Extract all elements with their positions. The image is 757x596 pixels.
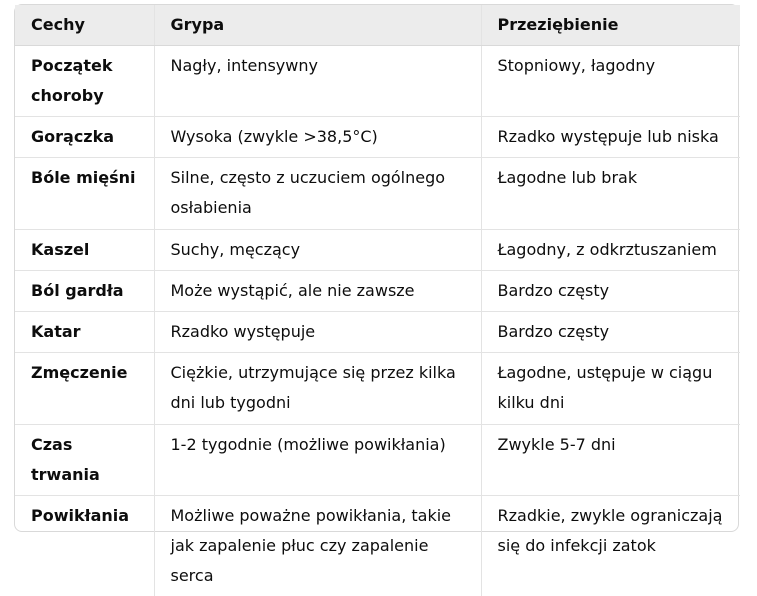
flu-cell: Możliwe poważne powikłania, takie jak zapalenie płuc czy zapalenie serca [154, 495, 481, 596]
feature-cell: Gorączka [15, 116, 154, 157]
table-row [15, 116, 740, 157]
feature-cell: Zmęczenie [15, 352, 154, 424]
table-row [15, 45, 740, 116]
cold-cell: Łagodne lub brak [481, 157, 740, 229]
flu-cell: Suchy, męczący [154, 229, 481, 270]
flu-cell: Wysoka (zwykle >38,5°C) [154, 116, 481, 157]
cold-cell: Łagodne, ustępuje w ciągu kilku dni [481, 352, 740, 424]
flu-cell: Ciężkie, utrzymujące się przez kilka dni lub tygodni [154, 352, 481, 424]
cold-cell: Stopniowy, łagodny [481, 45, 740, 116]
cold-cell: Rzadkie, zwykle ograniczają się do infekcji zatok [497, 505, 723, 555]
feature-cell: Katar [15, 311, 154, 352]
feature-cell: Powikłania [15, 495, 154, 596]
table-row [15, 352, 740, 424]
header-flu: Grypa [154, 5, 481, 45]
feature-cell: Bóle mięśni [15, 157, 154, 229]
feature-cell: Czas trwania [15, 424, 154, 495]
feature-cell: Kaszel [15, 229, 154, 270]
flu-cell: Silne, często z uczuciem ogólnego osłabienia [154, 157, 481, 229]
table-row [15, 311, 740, 352]
cold-cell: Bardzo częsty [481, 311, 740, 352]
flu-cell: Nagły, intensywny [154, 45, 481, 116]
flu-cell: Może wystąpić, ale nie zawsze [154, 270, 481, 311]
cold-cell: Bardzo częsty [481, 270, 740, 311]
flu-vs-cold-table [15, 5, 740, 596]
flu-cell: 1-2 tygodnie (możliwe powikłania) [154, 424, 481, 495]
table-header-row [15, 5, 740, 45]
flu-cell: Rzadko występuje [154, 311, 481, 352]
table-row [15, 270, 740, 311]
cold-cell: Łagodny, z odkrztuszaniem [481, 229, 740, 270]
table-row [15, 495, 740, 596]
feature-cell: Ból gardła [15, 270, 154, 311]
table-row [15, 424, 740, 495]
cold-cell: Zwykle 5-7 dni [481, 424, 740, 495]
cold-cell: Rzadko występuje lub niska [481, 116, 740, 157]
table-row [15, 229, 740, 270]
comparison-table [14, 4, 739, 585]
table-row [15, 157, 740, 229]
feature-cell: Początek choroby [15, 45, 154, 116]
header-cold: Przeziębienie [481, 5, 740, 45]
header-features: Cechy [15, 5, 154, 45]
